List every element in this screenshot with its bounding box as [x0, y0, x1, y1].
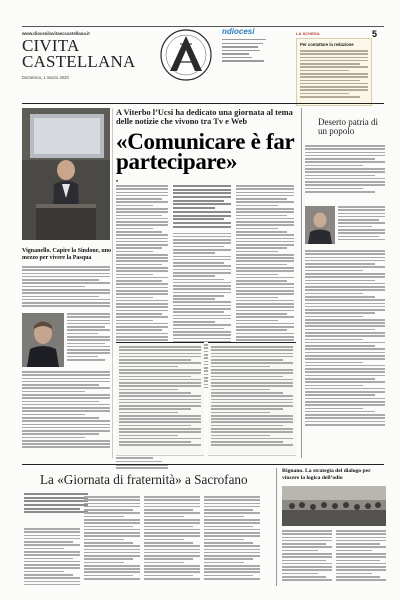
page-number: 5 [372, 29, 378, 39]
bottom-story-headline: La «Giornata di fraternità» a Sacrofano [40, 472, 248, 487]
lead-photo [22, 108, 110, 240]
diocese-logo-icon [158, 27, 214, 83]
left-story-headline [22, 248, 118, 262]
crowd-image [282, 486, 386, 526]
column-divider [301, 108, 302, 458]
left-story-intro [22, 266, 110, 309]
right-kicker: LA SCHEDA [296, 32, 320, 36]
left-story-photo [22, 313, 64, 367]
lead-box-right [208, 342, 296, 456]
column-divider [112, 108, 113, 458]
bottom-story-column-2 [84, 496, 140, 581]
bottom-story-kicker [24, 493, 88, 515]
left-story-headline-lead: Vignanello. [22, 248, 51, 254]
diocese-logo [158, 27, 214, 83]
info-box [296, 38, 372, 106]
contact-lines [222, 39, 270, 62]
info-box-title: Per contattare la redazione [300, 42, 354, 47]
portrait-image [305, 206, 335, 244]
pullquote-lines [173, 185, 231, 228]
portrait-image [22, 313, 64, 367]
section-title [22, 38, 135, 70]
lead-box-right-text [211, 346, 293, 446]
brand-block [222, 28, 270, 64]
section-title-line1: CIVITA [22, 36, 80, 55]
lead-box-left-text [119, 346, 201, 446]
right-bottom-headline-lead: Rignano. [282, 468, 304, 474]
right-bottom-column-1 [282, 530, 332, 583]
right-story-column-wrap [338, 206, 385, 242]
bottom-story-column-4 [204, 496, 260, 581]
left-story-headline-rest: Capire la Sindone, uno mezzo per vivere la Pasqua [22, 248, 112, 261]
right-bottom-headline [282, 468, 386, 482]
lead-photo-image [22, 108, 110, 240]
bottom-story-column-1 [24, 528, 80, 587]
bottom-story-column-3 [144, 496, 200, 581]
right-story-body [305, 145, 385, 194]
lead-headline: «Comunicare è far partecipare» [116, 129, 295, 174]
info-box-text [300, 50, 368, 98]
lead-kicker: A Viterbo l’Ucsi ha dedicato una giornata al tema delle notizie che vivono tra Tv e Web [116, 108, 293, 127]
brand-logo: ndiocesi [222, 27, 255, 36]
right-bottom-photo [282, 486, 386, 526]
section-title-line2: CASTELLANA [22, 52, 136, 71]
right-story-continuation [305, 250, 385, 427]
left-story-body [22, 371, 110, 450]
left-story-column-wrap [67, 313, 110, 362]
right-bottom-headline-rest: La strategia del dialogo per vincere la logica dell’odio [282, 468, 371, 481]
lead-box-left [116, 342, 204, 456]
right-story-headline: Deserto patria di un popolo [318, 117, 378, 137]
column-divider [276, 468, 277, 586]
lead-byline: ■ [116, 179, 119, 183]
bottom-rule [22, 464, 384, 465]
issue-date: Domenica, 1 marzo 2020 [22, 75, 69, 80]
right-bottom-column-2 [336, 530, 386, 583]
bottom-kicker-lines [24, 493, 88, 513]
site-url: www.diocesilavitaeccastellana.it [22, 31, 90, 36]
right-story-photo [305, 206, 335, 244]
masthead-rule [22, 103, 384, 104]
